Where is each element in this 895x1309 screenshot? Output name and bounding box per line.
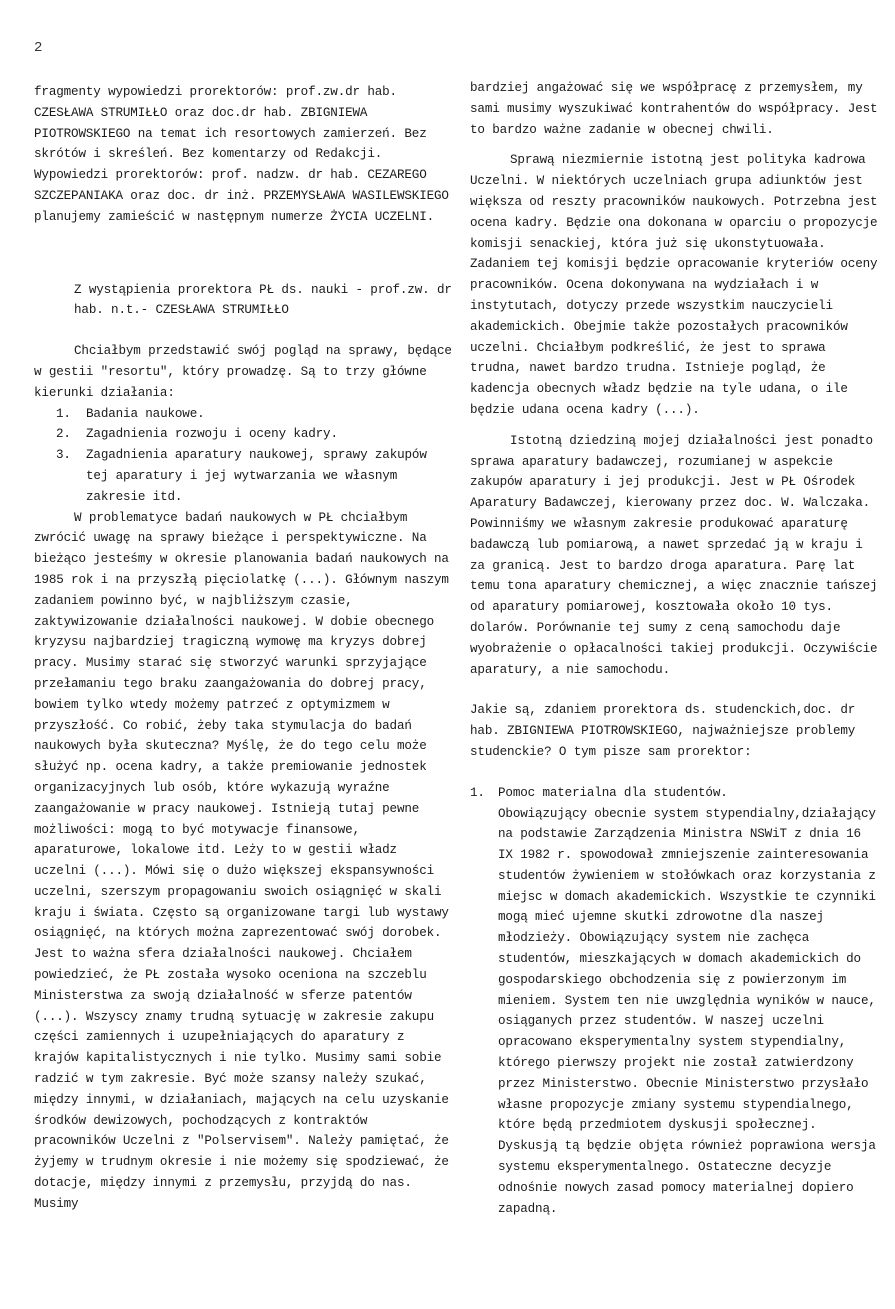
list-item-text: Zagadnienia aparatury naukowej, sprawy zakupów tej aparatury i jej wytwarzania we własnym zakresie itd. bbox=[86, 448, 427, 504]
strumillo-paragraph-3: bardziej angażować się we współpracę z przemysłem, my sami musimy wyszukiwać kontrahentów do współpracy. Jest to bardzo ważne zadanie w obecnej chwili. bbox=[470, 81, 878, 137]
strumillo-paragraph-5: Istotną dziedziną mojej działalności jest ponadto sprawa aparatury badawczej, rozumianej w aspekcie zakupów aparatury i jej produkcji. Jest w PŁ Ośrodek Aparatury Badawczej, kierowany przez doc. W. Walczaka. Powinniśmy we własnym zakresie produkować aparaturę badawczą lub pomiarową, a nawet sprzedać ją w kraju i za granicą. Jest to bardzo droga aparatura. Parę lat temu tona aparatury chemicznej, a więc znacznie tańszej od aparatury pomiarowej, kosztowała około 10 tys. dolarów. Porównanie tej sumy z ceną samochodu daje wyobrażenie o opłacalności takiej produkcji. Oczywiście aparatury, a nie samochodu. bbox=[470, 433, 878, 677]
intro-paragraph: fragmenty wypowiedzi prorektorów: prof.zw.dr hab. CZESŁAWA STRUMIŁŁO oraz doc.dr hab. ZBIGNIEWA PIOTROWSKIEGO na temat ich resortowych zamierzeń. Bez skrótów i skreśleń. Bez komentarzy od Redakcji. Wypowiedzi prorektorów: prof. nadzw. dr hab. CEZAREGO SZCZEPANIAKA oraz doc. dr inż. PRZEMYSŁAWA WASILEWSKIEGO planujemy zamieścić w następnym numerze ŻYCIA UCZELNI. bbox=[34, 85, 449, 224]
list-item-number: 1. bbox=[56, 406, 71, 421]
list-item-number: 2. bbox=[56, 427, 71, 442]
strumillo-paragraph-2: W problematyce badań naukowych w PŁ chciałbym zwrócić uwagę na sprawy bieżące i perspektywiczne. Na bieżąco jesteśmy w okresie planowania badań naukowych na 1985 rok i na przyszłą pięciolatkę (...). Głównym naszym zadaniem powinno być, w najbliższym czasie, zaktywizowanie działalności naukowej. W dobie obecnego kryzysu najbardziej tragiczną wymowę ma kryzys dobrej pracy. Musimy starać się stworzyć warunki sprzyjające przełamaniu tego braku zaangażowania do dobrej pracy, bowiem tylko wtedy możemy patrzeć z optymizmem w przyszłość. Co robić, żeby taka stymulacja do badań naukowych była skuteczna? Myślę, że do tego celu może służyć np. ocena kadry, a także premiowanie jednostek organizacyjnych lub osób, które wykazują wyraźne zaangażowanie w pracy naukowej. Istnieją tutaj pewne możliwości: mogą to być motywacje finansowe, aparaturowe, lokalowe itd. Leży to w gestii władz uczelni (...). Mówi się o dużo większej ekspansywności uczelni, szerszym propagowaniu swoich osiągnięć w skali kraju i świata. Często są organizowane targi lub wystawy osiągnięć, na których można zaprezentować swój dorobek. Jest to ważna sfera działalności naukowej. Chciałem powiedzieć, że PŁ została wysoko oceniona na szczeblu Ministerstwa za swoją działalność w sferze patentów (...). Wszyscy znamy trudną sytuację w zakresie zakupu części zamiennych i uzupełniających do aparatury z krajów kapitalistycznych i nie tylko. Musimy sami sobie radzić w tym zakresie. Być może szansy należy szukać, między innymi, w działaniach, mających na celu uzyskanie środków dewizowych, pochodzących z kontraktów pracowników Uczelni z "Polservisem". Należy pamiętać, że żyjemy w trudnym okresie i nie możemy się spodziewać, że dotacje, między innymi z przemysłu, przyjdą do nas. Musimy bbox=[34, 510, 449, 1211]
left-column bbox=[34, 82, 452, 1215]
list-item-text: Badania naukowe. bbox=[86, 406, 205, 421]
list-item bbox=[56, 424, 452, 445]
piotrowski-question: Jakie są, zdaniem prorektora ds. studenckich,doc. dr hab. ZBIGNIEWA PIOTROWSKIEGO, najważniejsze problemy studenckie? O tym pisze sam prorektor: bbox=[470, 703, 856, 759]
item-number: 1. bbox=[470, 785, 485, 800]
list-item-text: Zagadnienia rozwoju i oceny kadry. bbox=[86, 427, 338, 442]
strumillo-paragraph-1: Chciałbym przedstawić swój pogląd na sprawy, będące w gestii "resortu", który prowadzę. Są to trzy główne kierunki działania: bbox=[34, 344, 452, 400]
item-body: Obowiązujący obecnie system stypendialny,działający na podstawie Zarządzenia Ministra NSWiT z dnia 16 IX 1982 r. spowodował zmniejszenie zainteresowania studentów żywieniem w stołówkach oraz korzystania z miejsc w domach akademickich. Wszystkie te czynniki mogą mieć ujemne skutki zdrowotne dla naszej młodzieży. Obowiązujący system nie zachęca studentów, mieszkających w domach akademickich do gospodarskiego obchodzenia się z powierzonym im mieniem. System ten nie uwzględnia wyników w nauce, osiąganych przez studentów. W naszej uczelni opracowano eksperymentalny system stypendialny, którego pierwszy projekt nie został zatwierdzony przez Ministerstwo. Obecnie Ministerstwo przysłało własne propozycje zmiany systemu stypendialnego, które będą przedmiotem dyskusji społecznej. Dyskusją tą będzie objęta również poprawiona wersja systemu eksperymentalnego. Ostateczne decyzje odnośnie nowych zasad pomocy materialnej dopiero zapadną. bbox=[498, 806, 876, 1216]
activity-list bbox=[34, 404, 452, 508]
right-column bbox=[470, 78, 880, 1219]
page-number: 2 bbox=[34, 40, 43, 56]
piotrowski-item-1 bbox=[470, 783, 880, 1220]
list-item bbox=[56, 445, 452, 507]
strumillo-paragraph-4: Sprawą niezmiernie istotną jest polityka kadrowa Uczelni. W niektórych uczelniach grupa adiunktów jest większa od reszty pracowników naukowych. Potrzebna jest ocena kadry. Będzie ona dokonana w oparciu o propozycje komisji senackiej, która już się ukonstytuowała. Zadaniem tej komisji będzie opracowanie kryteriów oceny pracowników. Ocena dokonywana na wydziałach i w instytutach, dotyczy przede wszystkim nauczycieli akademickich. Obejmie także pozostałych pracowników uczelni. Chciałbym podkreślić, że jest to sprawa trudna, nawet bardzo trudna. Istnieje pogląd, że kadencja obecnych władz będzie na tyle udana, o ile będzie udana ocena kadry (...). bbox=[470, 153, 878, 417]
list-item-number: 3. bbox=[56, 448, 71, 463]
item-title: Pomoc materialna dla studentów. bbox=[498, 785, 728, 800]
list-item bbox=[56, 404, 452, 425]
section-heading-strumillo: Z wystąpienia prorektora PŁ ds. nauki - prof.zw. dr hab. n.t.- CZESŁAWA STRUMIŁŁO bbox=[74, 282, 452, 318]
